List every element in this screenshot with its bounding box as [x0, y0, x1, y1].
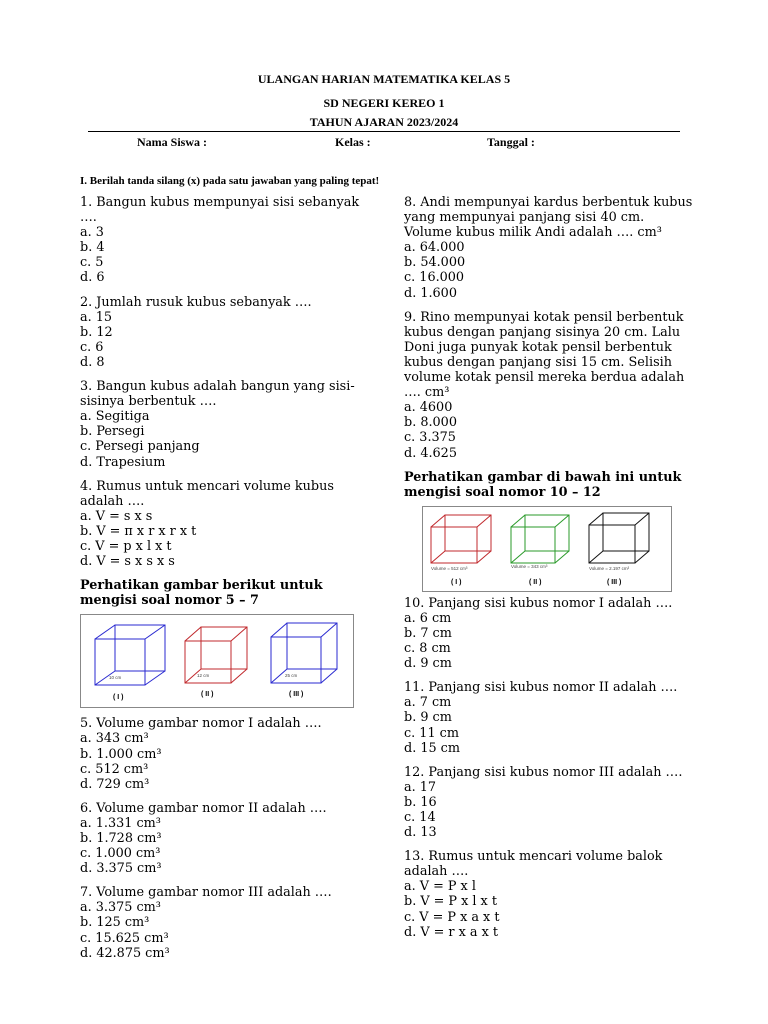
- question-11: [404, 680, 694, 755]
- class-label: Kelas :: [335, 135, 371, 149]
- question-text: 11. Panjang sisi kubus nomor II adalah ….: [404, 680, 678, 696]
- question-13: [404, 849, 694, 940]
- option-c: c. 5: [80, 255, 104, 271]
- option-a: a. 3.375 cm³: [80, 900, 161, 916]
- figure-hint: Perhatikan gambar berikut untuk mengisi soal nomor 5 – 7: [80, 578, 323, 609]
- option-b: b. 7 cm: [404, 625, 452, 641]
- figure-hint: Perhatikan gambar di bawah ini untuk mengisi soal nomor 10 – 12: [404, 469, 682, 500]
- student-name-label: Nama Siswa :: [137, 135, 208, 149]
- option-b: b. 12: [80, 324, 113, 340]
- header-divider: [88, 131, 680, 132]
- option-a: a. 6 cm: [404, 610, 452, 626]
- cube-ii-caption: Volume = 343 cm³: [511, 563, 548, 569]
- question-text: 2. Jumlah rusuk kubus sebanyak ….: [80, 294, 312, 310]
- option-c: c. V = P x a x t: [404, 909, 500, 925]
- option-a: a. 64.000: [404, 240, 465, 256]
- option-d: d. Trapesium: [80, 454, 166, 470]
- option-b: b. V = P x l x t: [404, 894, 497, 910]
- option-b: b. 125 cm³: [80, 915, 150, 931]
- option-c: c. 6: [80, 339, 104, 355]
- date-label: Tanggal :: [487, 135, 535, 149]
- option-c: c. 14: [404, 810, 436, 825]
- question-7: [80, 885, 370, 960]
- option-a: a. 343 cm³: [80, 731, 149, 747]
- option-b: b. 9 cm: [404, 710, 452, 726]
- question-text: 3. Bangun kubus adalah bangun yang sisi-sisinya berbentuk ….: [80, 379, 355, 410]
- cube-iii-label: ( III ): [607, 578, 622, 586]
- option-a: a. 4600: [404, 400, 453, 416]
- option-a: a. V = s x s: [80, 508, 153, 524]
- school-year: TAHUN AJARAN 2023/2024: [309, 115, 459, 129]
- option-c: c. 11 cm: [404, 725, 459, 741]
- question-text: 12. Panjang sisi kubus nomor III adalah ….: [404, 764, 683, 780]
- option-b: b. 16: [404, 794, 437, 810]
- option-d: d. 13: [404, 825, 437, 841]
- question-8: [404, 195, 694, 301]
- question-text: 1. Bangun kubus mempunyai sisi sebanyak ….: [80, 195, 360, 226]
- left-column: [80, 195, 370, 970]
- cube-i-label: ( I ): [451, 578, 462, 586]
- option-d: d. 1.600: [404, 285, 457, 301]
- option-b: b. 1.000 cm³: [80, 746, 162, 762]
- cube-figure-1: [80, 614, 354, 708]
- right-column: [404, 195, 694, 949]
- question-5: [80, 716, 370, 791]
- option-a: a. 7 cm: [404, 695, 452, 711]
- question-text: 6. Volume gambar nomor II adalah ….: [80, 800, 327, 816]
- option-d: d. 42.875 cm³: [80, 945, 170, 961]
- option-c: c. 16.000: [404, 270, 465, 286]
- option-d: d. 3.375 cm³: [80, 861, 162, 877]
- question-4: [80, 479, 370, 570]
- question-10: [404, 596, 694, 671]
- option-d: d. 729 cm³: [80, 776, 150, 792]
- cube-ii: [185, 627, 247, 683]
- option-c: c. 15.625 cm³: [80, 930, 169, 946]
- option-a: a. 1.331 cm³: [80, 815, 161, 831]
- question-text: 13. Rumus untuk mencari volume balok adalah ….: [404, 849, 663, 880]
- question-text: 9. Rino mempunyai kotak pensil berbentuk kubus dengan panjang sisinya 20 cm. Lalu Doni juga punyak kotak pensil berbentuk kubus dengan panjang sisi 15 cm. Selisih volume kotak pensil mereka berdua adalah …. cm³: [404, 309, 685, 401]
- option-d: d. 6: [80, 270, 105, 286]
- option-d: d. 15 cm: [404, 740, 460, 756]
- question-6: [80, 801, 370, 876]
- cube-iii-caption: Volume = 2.197 cm³: [589, 565, 630, 571]
- option-b: b. V = π x r x r x t: [80, 523, 197, 539]
- option-c: c. 1.000 cm³: [80, 846, 161, 862]
- option-b: b. 54.000: [404, 255, 466, 271]
- option-d: d. 4.625: [404, 445, 457, 461]
- question-text: 8. Andi mempunyai kardus berbentuk kubus yang mempunyai panjang sisi 40 cm. Volume kubus milik Andi adalah …. cm³: [404, 195, 693, 241]
- cube-iii-label: ( III ): [289, 691, 304, 699]
- question-2: [80, 295, 370, 370]
- question-text: 7. Volume gambar nomor III adalah ….: [80, 885, 332, 901]
- cube-i-caption: Volume = 512 cm³: [431, 565, 468, 571]
- cube-iii-caption: 25 cm: [285, 673, 298, 679]
- cube-i-label: ( I ): [113, 694, 124, 702]
- school-name: SD NEGERI KEREO 1: [323, 96, 445, 110]
- cube-i: [95, 625, 165, 685]
- option-c: c. 512 cm³: [80, 761, 149, 777]
- cube-ii-label: ( II ): [201, 691, 214, 699]
- option-a: a. V = P x l: [404, 879, 476, 895]
- exam-title: ULANGAN HARIAN MATEMATIKA KELAS 5: [257, 72, 511, 86]
- question-9: [404, 310, 694, 461]
- question-text: 4. Rumus untuk mencari volume kubus adalah ….: [80, 478, 334, 509]
- cube-ii-label: ( II ): [529, 578, 542, 586]
- option-d: d. 9 cm: [404, 656, 452, 672]
- option-a: a. 15: [80, 309, 113, 325]
- question-text: 5. Volume gambar nomor I adalah ….: [80, 716, 322, 732]
- question-1: [80, 195, 370, 286]
- cube-i: [431, 515, 491, 563]
- option-c: c. V = p x l x t: [80, 538, 172, 554]
- question-3: [80, 379, 370, 470]
- question-12: [404, 765, 694, 840]
- option-c: c. 3.375: [404, 430, 456, 446]
- option-b: b. Persegi: [80, 424, 145, 440]
- option-d: d. V = r x a x t: [404, 924, 499, 940]
- option-b: b. 4: [80, 240, 105, 256]
- option-c: c. Persegi panjang: [80, 439, 200, 455]
- cube-iii: [271, 623, 337, 683]
- cube-figure-1-svg: [81, 615, 353, 707]
- option-a: a. Segitiga: [80, 409, 150, 425]
- cube-ii-caption: 12 cm: [197, 673, 210, 679]
- cube-figure-2-svg: [423, 507, 671, 591]
- cube-figure-2: [422, 506, 672, 592]
- option-a: a. 17: [404, 779, 437, 795]
- cube-ii: [511, 515, 569, 563]
- option-c: c. 8 cm: [404, 641, 451, 657]
- option-d: d. V = s x s x s: [80, 554, 175, 570]
- question-text: 10. Panjang sisi kubus nomor I adalah ….: [404, 595, 673, 611]
- cube-i-caption: 10 cm: [109, 675, 122, 681]
- option-b: b. 1.728 cm³: [80, 831, 162, 846]
- instruction: I. Berilah tanda silang (x) pada satu jawaban yang paling tepat!: [80, 175, 380, 187]
- cube-iii: [589, 513, 649, 563]
- option-b: b. 8.000: [404, 415, 457, 431]
- option-d: d. 8: [80, 354, 105, 370]
- option-a: a. 3: [80, 225, 104, 241]
